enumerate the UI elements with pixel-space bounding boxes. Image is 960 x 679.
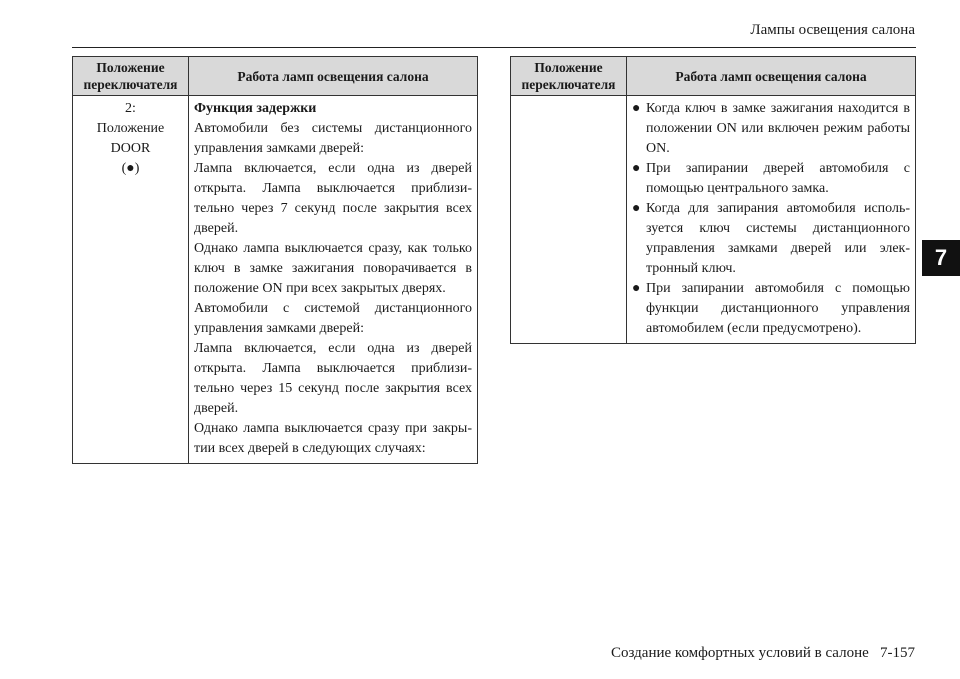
list-item: [632, 99, 910, 159]
position-label: 2: Положение DOOR: [96, 101, 165, 156]
chapter-tab[interactable]: 7: [922, 240, 960, 276]
list-item: [632, 279, 910, 339]
table-header-row: [73, 57, 478, 96]
column-header-position: Положение переключателя: [73, 57, 189, 96]
paragraph: Однако лампа выключается сразу, как только ключ в замке зажигания поворачивается в положение ON при всех закрытых дверях.: [194, 241, 472, 296]
door-position-symbol: (●): [121, 161, 140, 176]
header-divider: [72, 47, 916, 48]
paragraph: Лампа включается, если одна из дверей открыта. Лампа выключается приблизи-тельно через 7 секунд после закрытия всех дверей.: [194, 161, 472, 236]
bullet-icon: ●: [632, 201, 641, 216]
position-cell: [73, 96, 189, 464]
operation-cell: [189, 96, 478, 464]
paragraph: Однако лампа выключается сразу при закры-тии всех дверей в следующих случаях:: [194, 421, 472, 456]
page-footer: Создание комфортных условий в салоне 7-157: [611, 645, 915, 661]
list-item-text: Когда ключ в замке зажигания находится в положении ON или включен режим работы ON.: [646, 101, 910, 156]
paragraph: Автомобили с системой дистанционного управления замками дверей:: [194, 301, 472, 336]
list-item-text: При запирании дверей автомобиля с помощью центрального замка.: [646, 161, 910, 196]
column-header-operation: Работа ламп освещения салона: [189, 57, 478, 96]
list-item: [632, 199, 910, 279]
page-header: Лампы освещения салона: [750, 22, 915, 38]
position-cell: [511, 96, 627, 344]
list-item-text: При запирании автомобиля с помощью функции дистанционного управления автомобилем (если предусмотрено).: [646, 281, 910, 336]
bullet-icon: ●: [632, 281, 641, 296]
left-spec-table: [72, 56, 478, 464]
column-header-position: Положение переключателя: [511, 57, 627, 96]
bullet-icon: ●: [632, 101, 641, 116]
table-row: [73, 96, 478, 464]
delay-function-title: Функция задержки: [194, 101, 317, 116]
right-spec-table: [510, 56, 916, 344]
column-header-operation: Работа ламп освещения салона: [627, 57, 916, 96]
paragraph: Лампа включается, если одна из дверей открыта. Лампа выключается приблизи-тельно через 15 секунд после закрытия всех дверей.: [194, 341, 472, 416]
table-row: [511, 96, 916, 344]
list-item: [632, 159, 910, 199]
table-header-row: [511, 57, 916, 96]
paragraph: Автомобили без системы дистанционного управления замками дверей:: [194, 121, 472, 156]
list-item-text: Когда для запирания автомобиля исполь-зуется ключ системы дистанционного управления замками дверей или элек-тронный ключ.: [646, 201, 910, 276]
bullet-icon: ●: [632, 161, 641, 176]
operation-cell: [627, 96, 916, 344]
